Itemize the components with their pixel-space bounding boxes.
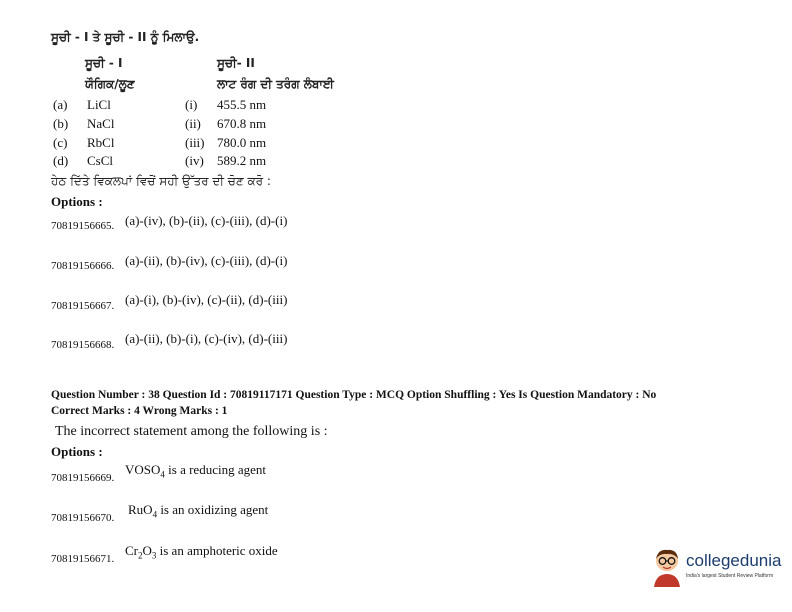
option-text[interactable]: (a)-(i), (b)-(iv), (c)-(ii), (d)-(iii) (125, 292, 288, 307)
row-label: (b) (53, 116, 69, 131)
compound: NaCl (87, 116, 115, 131)
row-label: (iii) (185, 135, 205, 150)
compound: CsCl (87, 153, 114, 168)
option-id: 70819156665. (51, 220, 115, 232)
logo-name: collegedunia (686, 551, 782, 570)
option-id: 70819156669. (51, 472, 115, 484)
collegedunia-logo (650, 545, 790, 595)
list2-title: ਸੂਚੀ- II (217, 56, 255, 70)
compound: RbCl (87, 135, 115, 150)
option-text[interactable]: $Cr_2O_3$ is an amphoteric oxide (125, 543, 278, 561)
question-header: Question Number : 38 Question Id : 70819117171 Question Type : MCQ Option Shuffling : Yes Is Question Mandatory : No (51, 389, 657, 401)
row-label: (d) (53, 153, 69, 168)
wavelength: 780.0 nm (217, 135, 267, 150)
option-id: 70819156666. (51, 260, 115, 272)
option-text[interactable]: $VOSO_4$ is a reducing agent (125, 462, 266, 480)
option-text[interactable]: RuO$_4$ is an oxidizing agent (128, 502, 269, 520)
options-label: Options : (51, 444, 103, 459)
option-text[interactable]: (a)-(iv), (b)-(ii), (c)-(iii), (d)-(i) (125, 213, 288, 228)
row-label: (iv) (185, 153, 204, 168)
option-id: 70819156668. (51, 339, 115, 351)
wavelength: 589.2 nm (217, 153, 267, 168)
options-label: Options : (51, 194, 103, 209)
row-label: (i) (185, 97, 198, 112)
row-label: (c) (53, 135, 68, 150)
option-text[interactable]: (a)-(ii), (b)-(i), (c)-(iv), (d)-(iii) (125, 331, 288, 346)
logo-tagline: India's largest Student Review Platform (686, 573, 774, 579)
list1-title: ਸੂਚੀ - I (85, 56, 123, 70)
row-label: (a) (53, 97, 68, 112)
list2-subtitle: ਲਾਟ ਰੰਗ ਦੀ ਤਰੰਗ ਲੰਬਾਈ (217, 77, 334, 91)
option-id: 70819156667. (51, 300, 115, 312)
wavelength: 670.8 nm (217, 116, 267, 131)
match-instruction: ਸੂਚੀ - I ਤੇ ਸੂਚੀ - II ਨੂੰ ਮਿਲਾਉ. (51, 30, 200, 44)
option-id: 70819156670. (51, 512, 115, 524)
option-id: 70819156671. (51, 553, 115, 565)
compound: LiCl (87, 97, 111, 112)
marks-header: Correct Marks : 4 Wrong Marks : 1 (51, 405, 228, 417)
question-text: The incorrect statement among the following is : (55, 424, 328, 439)
mascot-icon (650, 547, 684, 587)
match-prompt: ਹੇਠ ਦਿੱਤੇ ਵਿਕਲਪਾਂ ਵਿਚੋਂ ਸਹੀ ਉੱਤਰ ਦੀ ਚੋਣ ਕਰੋ : (51, 174, 271, 188)
list1-subtitle: ਯੌਗਿਕ/ਲੂਣ (85, 77, 135, 91)
row-label: (ii) (185, 116, 201, 131)
wavelength: 455.5 nm (217, 97, 267, 112)
option-text[interactable]: (a)-(ii), (b)-(iv), (c)-(iii), (d)-(i) (125, 253, 288, 268)
